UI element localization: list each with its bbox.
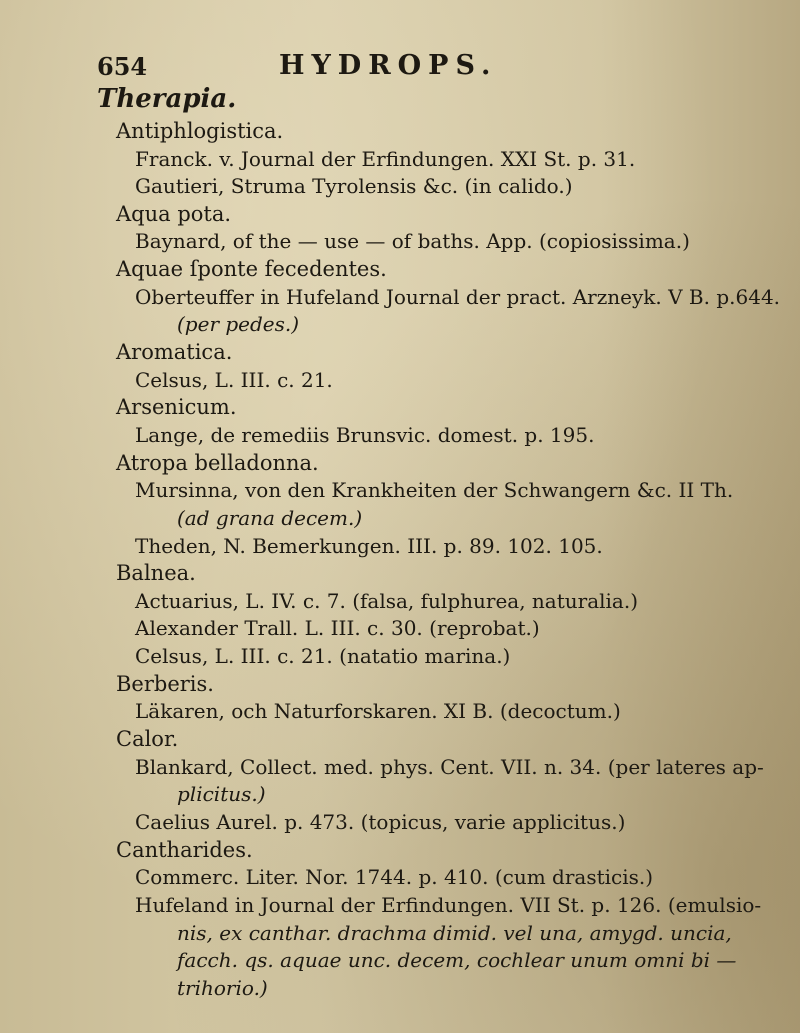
heading-antiphlogistica: Antiphlogistica.: [116, 119, 284, 143]
running-title: HYDROPS.: [279, 50, 498, 81]
entry-line: Läkaren, och Naturforskaren. XI B. (decoctum.): [135, 699, 621, 723]
entry-line: Baynard, of the — use — of baths. App. (copiosissima.): [135, 229, 690, 253]
entry-note: trihorio.): [177, 976, 268, 1000]
page-number: 654: [97, 52, 148, 81]
entry-line: Celsus, L. III. c. 21.: [135, 368, 333, 392]
entry-note: (per pedes.): [177, 312, 300, 336]
entry-line: Blankard, Collect. med. phys. Cent. VII. n. 34. (per lateres ap-: [135, 755, 764, 779]
entry-line: Oberteuffer in Hufeland Journal der pract. Arzneyk. V B. p.644.: [135, 285, 781, 309]
entry-line: Gautieri, Struma Tyrolensis &c. (in calido.): [135, 174, 573, 198]
entry-line: Hufeland in Journal der Erfindungen. VII St. p. 126. (emulsio-: [135, 893, 762, 917]
entry-note: plicitus.): [177, 782, 266, 806]
entry-line: Caelius Aurel. p. 473. (topicus, varie applicitus.): [135, 810, 626, 834]
entry-line: Alexander Trall. L. III. c. 30. (reprobat.): [135, 616, 540, 640]
heading-aqua-pota: Aqua pota.: [116, 202, 232, 226]
entry-line: Lange, de remediis Brunsvic. domest. p. 195.: [135, 423, 595, 447]
heading-calor: Calor.: [116, 727, 179, 751]
heading-atropa: Atropa belladonna.: [116, 451, 319, 475]
entry-line: Celsus, L. III. c. 21. (natatio marina.): [135, 644, 511, 668]
entry-line: Commerc. Liter. Nor. 1744. p. 410. (cum drasticis.): [135, 865, 654, 889]
heading-berberis: Berberis.: [116, 672, 214, 696]
heading-cantharides: Cantharides.: [116, 838, 253, 862]
entry-note: (ad grana decem.): [177, 506, 363, 530]
section-title: Therapia.: [97, 84, 237, 114]
heading-arsenicum: Arsenicum.: [116, 395, 237, 419]
entry-line: Mursinna, von den Krankheiten der Schwangern &c. II Th.: [135, 478, 734, 502]
entry-note: facch. qs. aquae unc. decem, cochlear unum omni bi —: [177, 948, 737, 972]
entry-line: Franck. v. Journal der Erfindungen. XXI St. p. 31.: [135, 147, 636, 171]
heading-aquae-sponte: Aquae ſponte fecedentes.: [116, 257, 387, 281]
heading-balnea: Balnea.: [116, 561, 196, 585]
entry-line: Theden, N. Bemerkungen. III. p. 89. 102. 105.: [135, 534, 603, 558]
entry-note: nis, ex canthar. drachma dimid. vel una, amygd. uncia,: [177, 921, 732, 945]
entry-line: Actuarius, L. IV. c. 7. (falsa, fulphurea, naturalia.): [135, 589, 639, 613]
heading-aromatica: Aromatica.: [116, 340, 233, 364]
